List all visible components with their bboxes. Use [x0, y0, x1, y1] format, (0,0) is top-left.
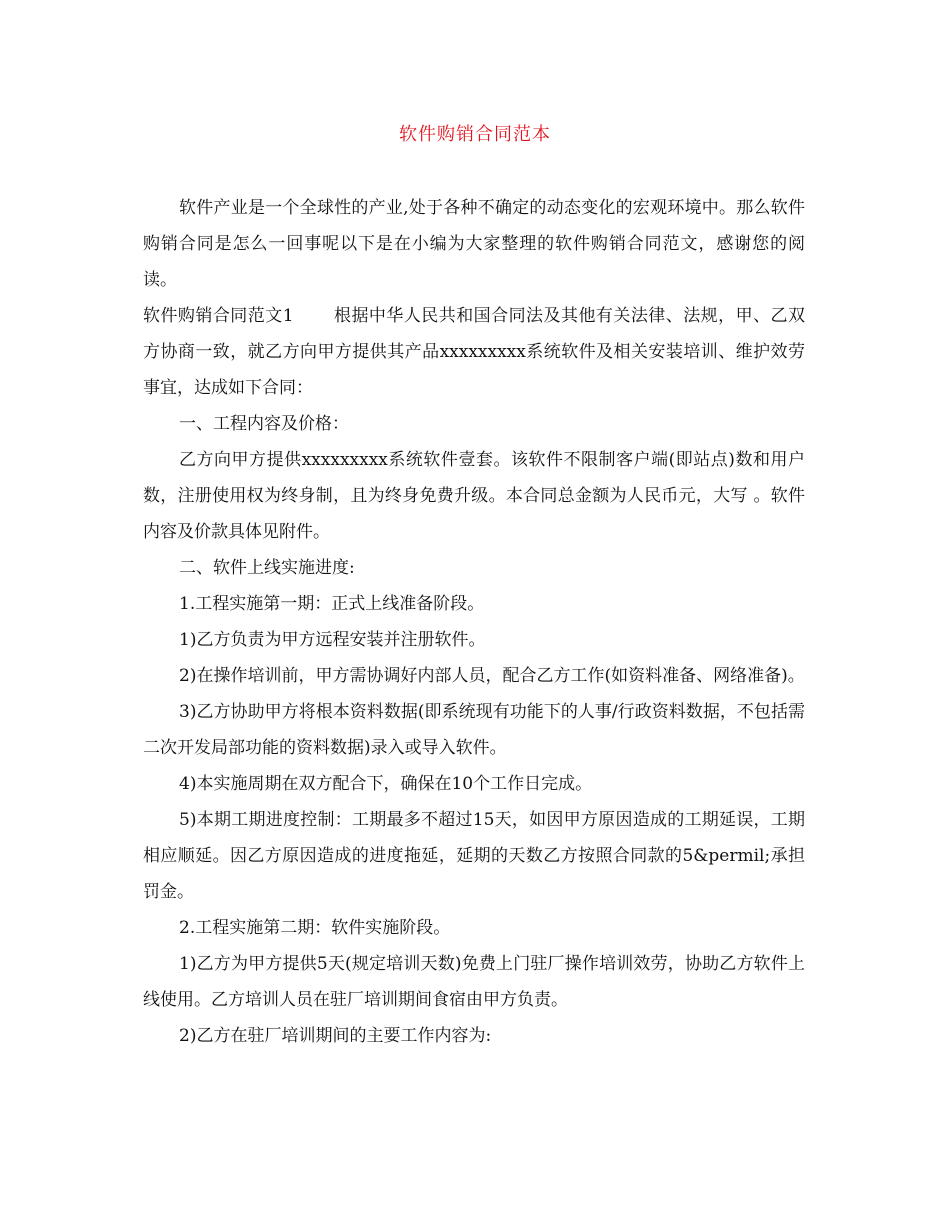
- phase-1-item-3: 3)乙方协助甲方将根本资料数据(即系统现有功能下的人事/行政资料数据，不包括需二次开发局部功能的资料数据)录入或导入软件。: [143, 702, 805, 758]
- phase-1-heading: 1.工程实施第一期：正式上线准备阶段。: [179, 594, 485, 614]
- intro-paragraph: 软件产业是一个全球性的产业,处于各种不确定的动态变化的宏观环境中。那么软件购销合同是怎么一回事呢以下是在小编为大家整理的软件购销合同范文，感谢您的阅读。: [143, 198, 805, 290]
- phase-2-heading: 2.工程实施第二期：软件实施阶段。: [179, 918, 451, 938]
- phase-2-item-1: 1)乙方为甲方提供5天(规定培训天数)免费上门驻厂操作培训效劳，协助乙方软件上线使用。乙方培训人员在驻厂培训期间食宿由甲方负责。: [143, 954, 805, 1010]
- phase-1-item-4: 4)本实施周期在双方配合下，确保在10个工作日完成。: [179, 774, 593, 794]
- section-1-paragraph: 乙方向甲方提供xxxxxxxxx系统软件壹套。该软件不限制客户端(即站点)数和用户数，注册使用权为终身制，且为终身免费升级。本合同总金额为人民币元，大写 。软件内容及价款具体见附件。: [143, 450, 805, 542]
- section-heading-2: 二、软件上线实施进度:: [179, 558, 355, 578]
- phase-1-item-1: 1)乙方负责为甲方远程安装并注册软件。: [179, 630, 486, 650]
- phase-2-item-2: 2)乙方在驻厂培训期间的主要工作内容为:: [179, 1026, 492, 1046]
- document-body: [143, 190, 805, 1054]
- phase-1-item-2: 2)在操作培训前，甲方需协调好内部人员，配合乙方工作(如资料准备、网络准备)。: [179, 666, 805, 686]
- section-heading-1: 一、工程内容及价格：: [179, 414, 349, 434]
- phase-1-item-5: 5)本期工期进度控制：工期最多不超过15天，如因甲方原因造成的工期延误，工期相应顺延。因乙方原因造成的进度拖延，延期的天数乙方按照合同款的5&permil;承担罚金。: [143, 810, 805, 902]
- sample-paragraph: [143, 298, 805, 406]
- sample-label: 软件购销合同范文1: [143, 306, 294, 326]
- document-title: 软件购销合同范本: [399, 124, 551, 145]
- contract-preamble: 根据中华人民共和国合同法及其他有关法律、法规，甲、乙双方协商一致，就乙方向甲方提供其产品xxxxxxxxx系统软件及相关安装培训、维护效劳事宜，达成如下合同：: [143, 306, 805, 398]
